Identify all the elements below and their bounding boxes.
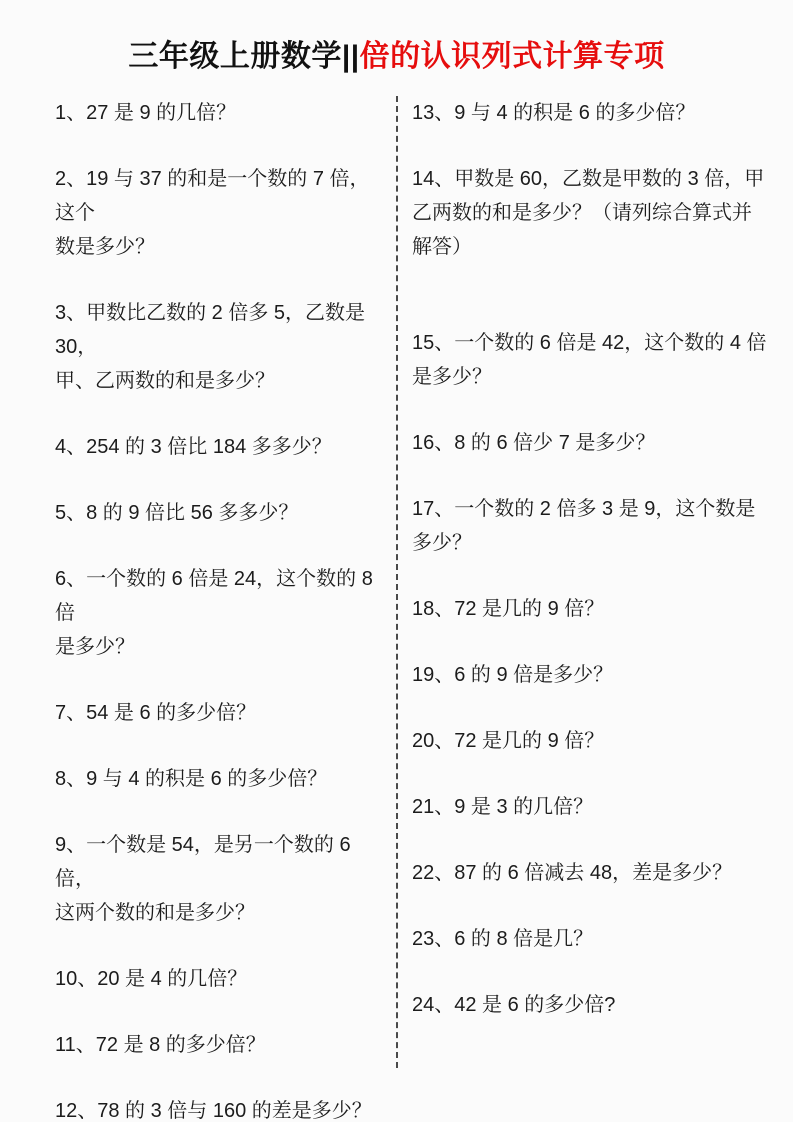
- problem-10: [55, 962, 388, 996]
- problem-18: [412, 592, 778, 626]
- left-problem-column: [55, 96, 396, 1122]
- problem-line: 甲、乙两数的和是多少？: [55, 370, 275, 392]
- problem-1: [55, 96, 388, 130]
- problem-line: 2、19 与 37 的和是一个数的 7 倍，这个: [55, 168, 370, 224]
- problem-line: 24、42 是 6 的多少倍?: [412, 994, 616, 1016]
- title-red-segment: 倍的认识列式计算专项: [359, 40, 665, 73]
- problem-line: 19、6 的 9 倍是多少？: [412, 664, 614, 686]
- problem-line: 20、72 是几的 9 倍？: [412, 730, 605, 752]
- problem-line: 1、27 是 9 的几倍？: [55, 102, 237, 124]
- problem-6: [55, 562, 388, 664]
- problem-line: 3、甲数比乙数的 2 倍多 5，乙数是 30，: [55, 302, 366, 358]
- problem-line: 23、6 的 8 倍是几？: [412, 928, 594, 950]
- right-problem-column: [398, 96, 778, 1122]
- problem-line: 这两个数的和是多少？: [55, 902, 255, 924]
- problem-line: 数是多少？: [55, 236, 155, 258]
- problem-line: 10、20 是 4 的几倍？: [55, 968, 248, 990]
- problem-line: 12、78 的 3 倍与 160 的差是多少？: [55, 1100, 372, 1122]
- problem-line: 13、9 与 4 的积是 6 的多少倍？: [412, 102, 696, 124]
- problem-9: [55, 828, 388, 930]
- problem-21: [412, 790, 778, 824]
- problem-12: [55, 1094, 388, 1122]
- problem-17: [412, 492, 778, 560]
- problem-line: 解答）: [412, 236, 472, 258]
- problem-20: [412, 724, 778, 758]
- problem-5: [55, 496, 388, 530]
- problem-line: 15、一个数的 6 倍是 42，这个数的 4 倍: [412, 332, 767, 354]
- problem-14: [412, 162, 778, 264]
- problem-line: 是多少？: [55, 636, 135, 658]
- problem-19: [412, 658, 778, 692]
- problem-line: 乙两数的和是多少？（请列综合算式并: [412, 202, 752, 224]
- problem-11: [55, 1028, 388, 1062]
- problem-line: 21、9 是 3 的几倍？: [412, 796, 594, 818]
- problem-16: [412, 426, 778, 460]
- problem-line: 6、一个数的 6 倍是 24，这个数的 8 倍: [55, 568, 373, 624]
- problem-line: 5、8 的 9 倍比 56 多多少？: [55, 502, 299, 524]
- problem-15: [412, 326, 778, 394]
- problem-line: 4、254 的 3 倍比 184 多多少？: [55, 436, 332, 458]
- problems-two-column-layout: [0, 96, 793, 1122]
- problem-line: 7、54 是 6 的多少倍？: [55, 702, 257, 724]
- problem-23: [412, 922, 778, 956]
- problem-line: 是多少？: [412, 366, 492, 388]
- problem-8: [55, 762, 388, 796]
- problem-line: 17、一个数的 2 倍多 3 是 9，这个数是: [412, 498, 756, 520]
- problem-line: 22、87 的 6 倍减去 48，差是多少？: [412, 862, 733, 884]
- problem-line: 16、8 的 6 倍少 7 是多少？: [412, 432, 656, 454]
- problem-4: [55, 430, 388, 464]
- problem-line: 8、9 与 4 的积是 6 的多少倍？: [55, 768, 328, 790]
- problem-line: 14、甲数是 60，乙数是甲数的 3 倍，甲: [412, 168, 765, 190]
- problem-24: [412, 988, 778, 1022]
- problem-line: 11、72 是 8 的多少倍？: [55, 1034, 266, 1056]
- problem-2: [55, 162, 388, 264]
- problem-13: [412, 96, 778, 130]
- problem-22: [412, 856, 778, 890]
- page-title: [0, 0, 793, 76]
- problem-line: 18、72 是几的 9 倍？: [412, 598, 605, 620]
- problem-7: [55, 696, 388, 730]
- problem-line: 多少？: [412, 532, 472, 554]
- title-black-segment: 三年级上册数学||: [128, 40, 360, 73]
- problem-3: [55, 296, 388, 398]
- problem-line: 9、一个数是 54，是另一个数的 6 倍，: [55, 834, 351, 890]
